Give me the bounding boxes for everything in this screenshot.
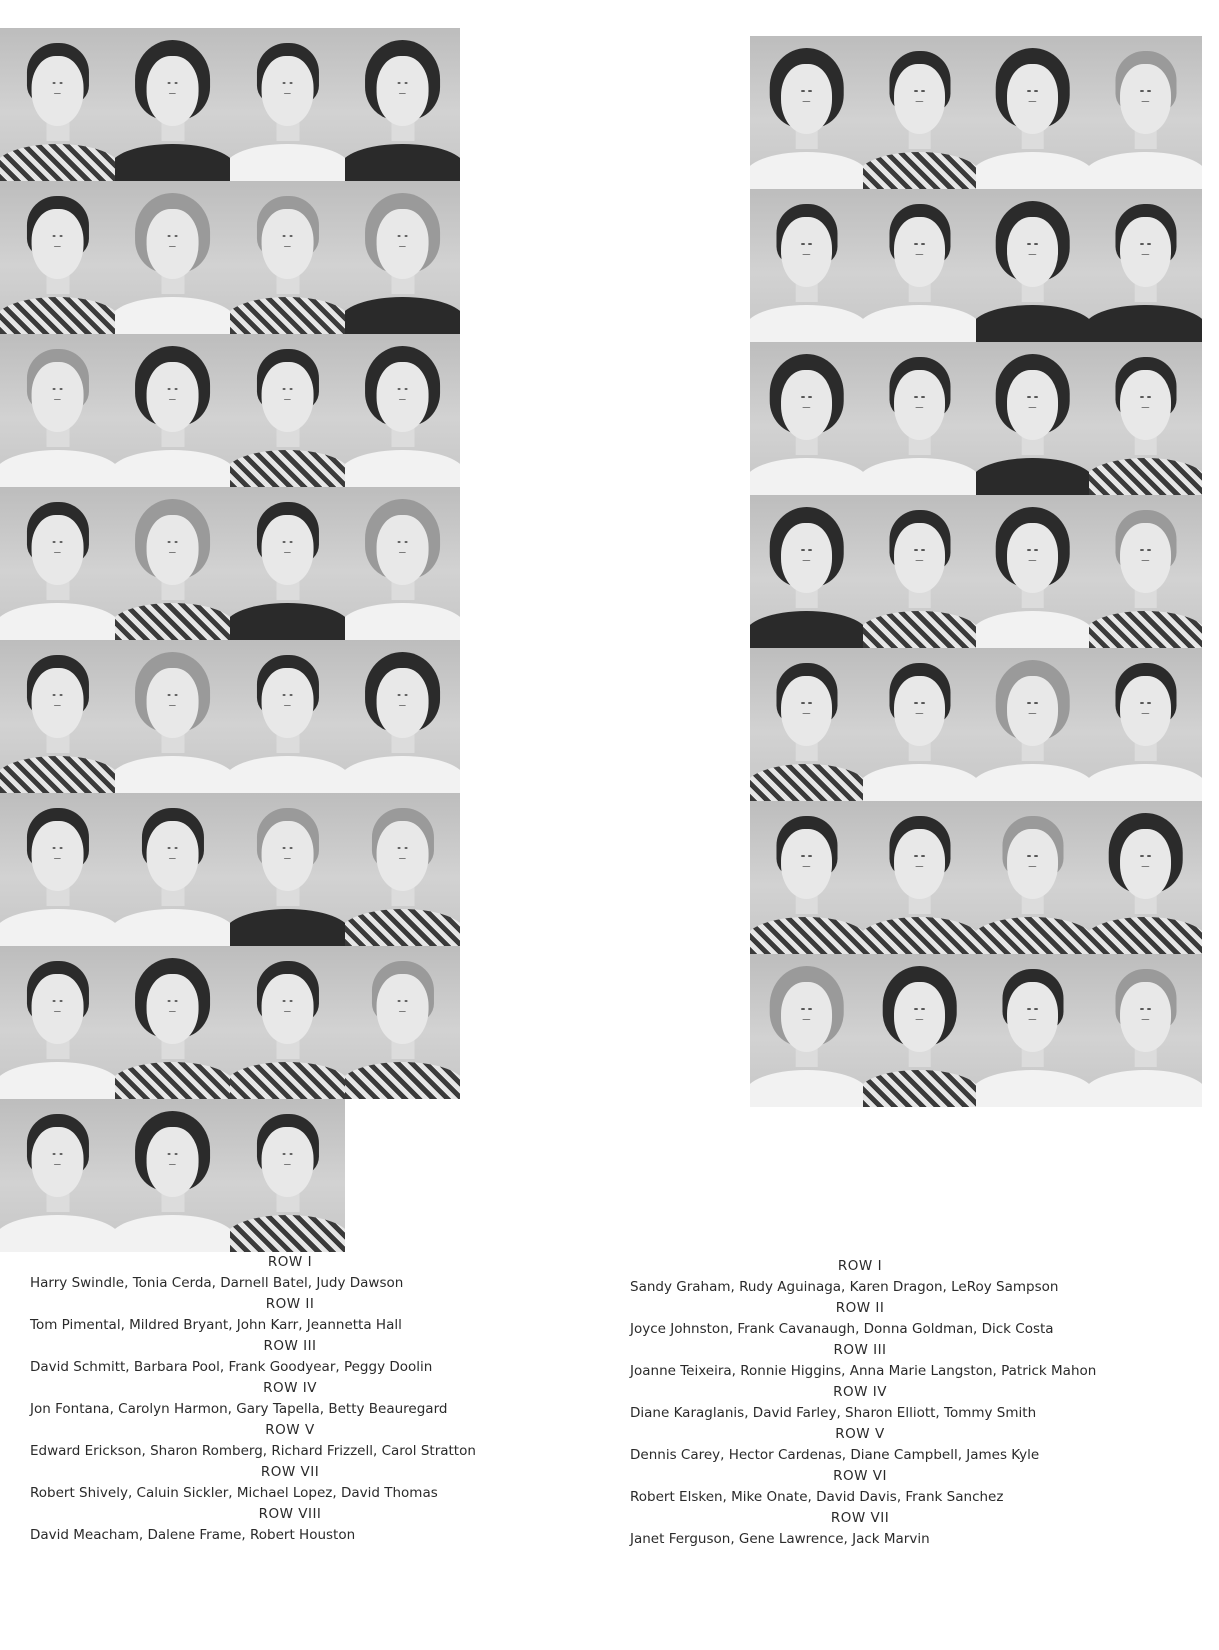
caption-block	[30, 1462, 550, 1504]
student-portrait	[115, 640, 230, 793]
right-captions	[630, 1256, 1215, 1550]
student-portrait	[115, 28, 230, 181]
student-portrait	[1089, 648, 1202, 801]
student-portrait	[0, 487, 115, 640]
student-portrait	[345, 946, 460, 1099]
row-heading: ROW IV	[833, 1384, 887, 1400]
caption-block	[630, 1508, 1215, 1550]
row-heading: ROW IV	[263, 1380, 317, 1396]
row-heading: ROW I	[837, 1258, 883, 1274]
student-portrait	[0, 334, 115, 487]
student-portrait	[115, 946, 230, 1099]
row-heading: ROW III	[263, 1338, 317, 1354]
row-heading: ROW VII	[830, 1510, 890, 1526]
student-portrait	[115, 793, 230, 946]
row-names: Joyce Johnston, Frank Cavanaugh, Donna Goldman, Dick Costa	[630, 1321, 1054, 1337]
student-portrait	[345, 793, 460, 946]
caption-block	[630, 1298, 1215, 1340]
student-portrait	[230, 1099, 345, 1252]
row-names: Robert Elsken, Mike Onate, David Davis, Frank Sanchez	[630, 1489, 1004, 1505]
student-portrait	[1089, 954, 1202, 1107]
student-portrait	[1089, 801, 1202, 954]
row-heading: ROW V	[835, 1426, 885, 1442]
student-portrait	[0, 1099, 115, 1252]
caption-block	[30, 1420, 550, 1462]
row-heading: ROW II	[265, 1296, 315, 1312]
student-portrait	[976, 954, 1089, 1107]
student-portrait	[115, 181, 230, 334]
row-names: Robert Shively, Caluin Sickler, Michael Lopez, David Thomas	[30, 1485, 438, 1501]
row-names: Sandy Graham, Rudy Aguinaga, Karen Dragon, LeRoy Sampson	[630, 1279, 1059, 1295]
right-photo-grid	[750, 36, 1202, 1107]
student-portrait	[750, 342, 863, 495]
student-portrait	[976, 342, 1089, 495]
row-heading: ROW VIII	[258, 1506, 322, 1522]
student-portrait	[115, 1099, 230, 1252]
left-captions	[30, 1252, 550, 1546]
student-portrait	[750, 495, 863, 648]
row-heading: ROW II	[835, 1300, 885, 1316]
student-portrait	[750, 36, 863, 189]
student-portrait	[863, 36, 976, 189]
student-portrait	[230, 793, 345, 946]
row-names: Diane Karaglanis, David Farley, Sharon Elliott, Tommy Smith	[630, 1405, 1037, 1421]
row-heading: ROW III	[833, 1342, 887, 1358]
student-portrait	[863, 495, 976, 648]
student-portrait	[863, 189, 976, 342]
student-portrait	[750, 648, 863, 801]
caption-block	[630, 1340, 1215, 1382]
student-portrait	[115, 487, 230, 640]
student-portrait	[1089, 342, 1202, 495]
student-portrait	[750, 801, 863, 954]
student-portrait	[345, 334, 460, 487]
student-portrait	[0, 640, 115, 793]
row-names: David Meacham, Dalene Frame, Robert Houston	[30, 1527, 356, 1543]
row-heading: ROW VI	[833, 1468, 887, 1484]
caption-block	[630, 1256, 1215, 1298]
row-names: David Schmitt, Barbara Pool, Frank Goodyear, Peggy Doolin	[30, 1359, 433, 1375]
student-portrait	[230, 640, 345, 793]
student-portrait	[976, 189, 1089, 342]
row-names: Tom Pimental, Mildred Bryant, John Karr, Jeannetta Hall	[30, 1317, 402, 1333]
student-portrait	[115, 334, 230, 487]
student-portrait	[0, 28, 115, 181]
student-portrait	[230, 946, 345, 1099]
student-portrait	[863, 648, 976, 801]
student-portrait	[976, 648, 1089, 801]
row-names: Janet Ferguson, Gene Lawrence, Jack Marvin	[630, 1531, 930, 1547]
row-names: Jon Fontana, Carolyn Harmon, Gary Tapella, Betty Beauregard	[30, 1401, 448, 1417]
student-portrait	[230, 487, 345, 640]
student-portrait	[976, 495, 1089, 648]
student-portrait	[1089, 189, 1202, 342]
student-portrait	[230, 334, 345, 487]
caption-block	[30, 1378, 550, 1420]
student-portrait	[230, 181, 345, 334]
student-portrait	[976, 801, 1089, 954]
student-portrait	[750, 954, 863, 1107]
student-portrait	[0, 181, 115, 334]
student-portrait	[863, 342, 976, 495]
left-photo-grid	[0, 28, 460, 1252]
student-portrait	[345, 28, 460, 181]
student-portrait	[230, 28, 345, 181]
row-names: Edward Erickson, Sharon Romberg, Richard Frizzell, Carol Stratton	[30, 1443, 476, 1459]
student-portrait	[863, 954, 976, 1107]
row-heading: ROW V	[265, 1422, 315, 1438]
caption-block	[30, 1504, 550, 1546]
row-heading: ROW VII	[260, 1464, 320, 1480]
row-heading: ROW I	[267, 1254, 313, 1270]
student-portrait	[0, 946, 115, 1099]
caption-block	[30, 1294, 550, 1336]
student-portrait	[0, 793, 115, 946]
student-portrait	[1089, 495, 1202, 648]
caption-block	[630, 1466, 1215, 1508]
student-portrait	[345, 640, 460, 793]
row-names: Harry Swindle, Tonia Cerda, Darnell Batel, Judy Dawson	[30, 1275, 404, 1291]
student-portrait	[750, 189, 863, 342]
caption-block	[30, 1252, 550, 1294]
student-portrait	[1089, 36, 1202, 189]
row-names: Dennis Carey, Hector Cardenas, Diane Campbell, James Kyle	[630, 1447, 1040, 1463]
caption-block	[630, 1382, 1215, 1424]
caption-block	[630, 1424, 1215, 1466]
caption-block	[30, 1336, 550, 1378]
student-portrait	[863, 801, 976, 954]
row-names: Joanne Teixeira, Ronnie Higgins, Anna Marie Langston, Patrick Mahon	[630, 1363, 1097, 1379]
student-portrait	[345, 181, 460, 334]
student-portrait	[976, 36, 1089, 189]
student-portrait	[345, 487, 460, 640]
